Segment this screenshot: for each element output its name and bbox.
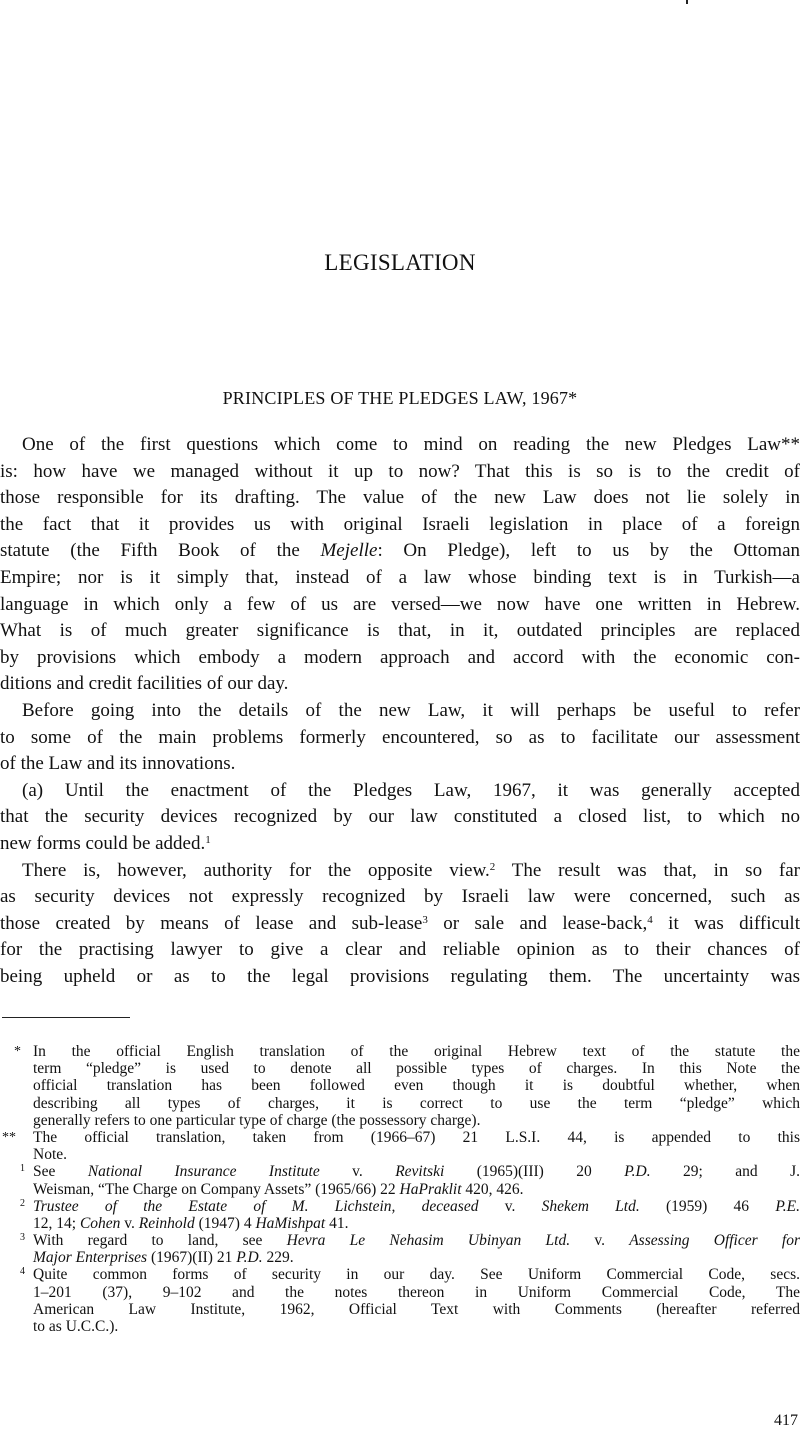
- footnote-line: American Law Institute, 1962, Official Text with Comments (hereafter referred: [33, 1300, 800, 1318]
- italic-citation: Assessing Officer for: [629, 1232, 800, 1250]
- body-line: Empire; nor is it simply that, instead of a law whose binding text is in Turkish—a: [0, 566, 800, 588]
- italic-citation: Reinhold: [138, 1214, 195, 1232]
- footnote: [0, 1266, 800, 1335]
- footnote-marker: 4: [20, 1266, 25, 1278]
- italic-citation: HaMishpat: [255, 1214, 326, 1232]
- body-line: as security devices not expressly recognized by Israeli law were concerned, such as: [0, 886, 800, 908]
- body-line: to some of the main problems formerly encountered, so as to facilitate our assessment: [0, 726, 800, 748]
- footnote-ref: 1: [205, 833, 211, 846]
- footnote-line: Major Enterprises (1967)(II) 21 P.D. 229.: [33, 1249, 294, 1267]
- body-line: ditions and credit facilities of our day.: [0, 673, 289, 695]
- italic-citation: P.D.: [236, 1249, 263, 1267]
- footnote: [0, 1198, 800, 1232]
- footnote-line: describing all types of charges, it is correct to use the term “pledge” which: [33, 1094, 800, 1112]
- italic-citation: Shekem Ltd.: [541, 1197, 640, 1215]
- footnote-ref: 2: [489, 860, 496, 873]
- body-line: of the Law and its innovations.: [0, 753, 236, 775]
- body-line: language in which only a few of us are versed—we now have one written in Hebrew.: [0, 593, 800, 615]
- footnote-line: In the official English translation of the original Hebrew text of the statute the: [33, 1043, 800, 1060]
- body-line: What is of much greater significance is that, in it, outdated principles are replaced: [0, 620, 800, 642]
- footnote-ref: 4: [647, 913, 653, 926]
- footnote-line: See National Insurance Institute v. Revitski (1965)(III) 20 P.D. 29; and J.: [33, 1163, 800, 1181]
- footnote-marker: *: [14, 1044, 21, 1059]
- italic-citation: P.E.: [775, 1197, 800, 1215]
- footnote-line: With regard to land, see Hevra Le Nehasim Ubinyan Ltd. v. Assessing Officer for: [33, 1232, 800, 1250]
- footnote-ref: 3: [422, 913, 428, 926]
- body-line: that the security devices recognized by our law constituted a closed list, to which no: [0, 806, 800, 828]
- italic-citation: P.D.: [624, 1163, 651, 1181]
- page-number: 417: [774, 1412, 798, 1429]
- footnote-line: 1–201 (37), 9–102 and the notes thereon in Uniform Commercial Code, The: [33, 1283, 800, 1301]
- footnote-separator: [2, 1017, 130, 1018]
- footnote-marker: 3: [20, 1232, 25, 1244]
- print-mark: [686, 0, 688, 4]
- footnote-marker: **: [2, 1129, 16, 1145]
- italic-citation: Trustee of the Estate of M. Lichstein, deceased: [33, 1197, 479, 1215]
- body-line: new forms could be added.$^1$: [0, 832, 211, 854]
- footnote-line: to as U.C.C.).: [33, 1318, 119, 1335]
- body-line: those created by means of lease and sub-lease$^3$ or sale and lease-back,$^4$ it was difficult: [0, 912, 800, 934]
- body-line: (a) Until the enactment of the Pledges Law, 1967, it was generally accepted: [22, 779, 800, 801]
- italic-citation: HaPraklit: [399, 1180, 462, 1198]
- body-line: being upheld or as to the legal provisions regulating them. The uncertainty was: [0, 965, 800, 987]
- italic-title: Mejelle: [320, 540, 378, 562]
- footnote-line: generally refers to one particular type of charge (the possessory charge).: [33, 1111, 481, 1129]
- footnote-marker: 2: [20, 1197, 25, 1209]
- footnote-line: 12, 14; Cohen v. Reinhold (1947) 4 HaMishpat 41.: [33, 1214, 349, 1232]
- footnote-line: Weisman, “The Charge on Company Assets” (1965/66) 22 HaPraklit 420, 426.: [33, 1180, 524, 1198]
- body-line: is: how have we managed without it up to now? That this is so is to the credit of: [0, 460, 800, 482]
- footnote-line: The official translation, taken from (1966–67) 21 L.S.I. 44, is appended to this: [33, 1128, 800, 1146]
- body-line: the fact that it provides us with original Israeli legislation in place of a foreign: [0, 513, 800, 535]
- body-line: There is, however, authority for the opposite view.$^2$ The result was that, in so far: [22, 859, 800, 881]
- footnotes: [0, 1043, 800, 1335]
- footnote-line: official translation has been followed even though it is doubtful whether, when: [33, 1077, 800, 1095]
- italic-citation: National Insurance Institute: [87, 1163, 320, 1181]
- body-text: [0, 432, 800, 990]
- italic-citation: Hevra Le Nehasim Ubinyan Ltd.: [286, 1232, 571, 1250]
- article-title: PRINCIPLES OF THE PLEDGES LAW, 1967*: [222, 388, 578, 408]
- body-line: One of the first questions which come to mind on reading the new Pledges Law**: [22, 434, 800, 455]
- body-line: for the practising lawyer to give a clear and reliable opinion as to their chances of: [0, 939, 800, 961]
- body-line: Before going into the details of the new Law, it will perhaps be useful to refer: [22, 699, 800, 721]
- body-line: those responsible for its drafting. The value of the new Law does not lie solely in: [0, 487, 800, 509]
- footnote-line: term “pledge” is used to denote all possible types of charges. In this Note the: [33, 1060, 800, 1078]
- body-line: statute (the Fifth Book of the Mejelle: On Pledge), left to us by the Ottoman: [0, 540, 800, 562]
- footnote: [0, 1129, 800, 1163]
- footnote-line: Note.: [33, 1146, 68, 1164]
- body-line: by provisions which embody a modern approach and accord with the economic con-: [0, 646, 800, 668]
- italic-citation: Revitski: [395, 1163, 445, 1181]
- footnote-line: Quite common forms of security in our day. See Uniform Commercial Code, secs.: [33, 1266, 800, 1284]
- footnote: [0, 1232, 800, 1266]
- footnote: [0, 1163, 800, 1197]
- italic-citation: Cohen: [79, 1214, 121, 1232]
- footnote-line: Trustee of the Estate of M. Lichstein, deceased v. Shekem Ltd. (1959) 46 P.E.: [33, 1197, 800, 1215]
- italic-citation: Major Enterprises: [33, 1249, 148, 1267]
- footnote: [0, 1043, 800, 1129]
- section-heading: LEGISLATION: [324, 250, 476, 275]
- footnote-marker: 1: [20, 1163, 25, 1175]
